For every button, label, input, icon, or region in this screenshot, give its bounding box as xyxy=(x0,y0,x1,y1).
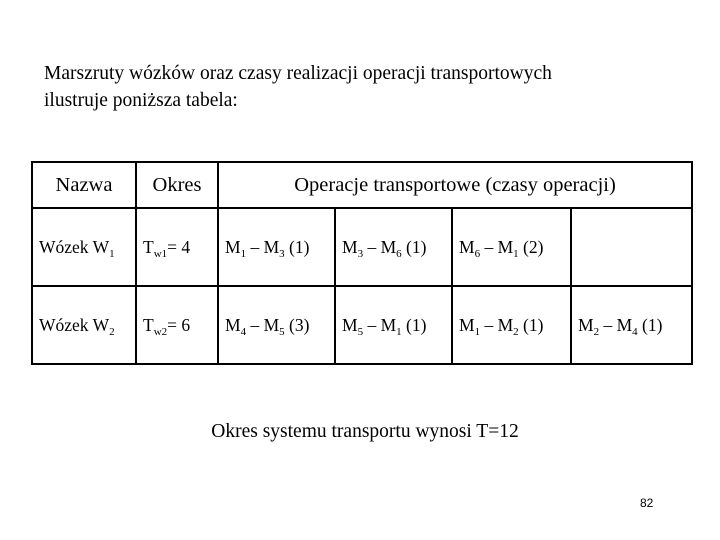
table-row xyxy=(32,208,692,286)
operation-text: (1) xyxy=(518,314,544,335)
operation-text: (1) xyxy=(401,314,427,335)
operation-text: – M xyxy=(363,314,397,335)
index-subscript: 1 xyxy=(474,325,481,338)
cell-operation xyxy=(335,286,452,364)
operation-text: – M xyxy=(480,314,514,335)
intro-line-2: ilustruje poniższa tabela: xyxy=(44,90,238,111)
cell-period: $T_{w1}= 4$ xyxy=(136,208,218,286)
index-subscript: 5 xyxy=(357,325,364,338)
operation-text: M xyxy=(225,236,241,257)
operation-text: M xyxy=(342,236,358,257)
cell-name: Wózek $W_2$ xyxy=(32,286,136,364)
index-subscript: 2 xyxy=(593,325,600,338)
cell-operation xyxy=(335,208,452,286)
header-name: Nazwa xyxy=(32,162,136,208)
operation-text: (3) xyxy=(284,314,310,335)
cell-operation xyxy=(218,208,335,286)
intro-line-1: Marszruty wózków oraz czasy realizacji operacji transportowych xyxy=(44,63,552,84)
operation-text: M xyxy=(578,314,594,335)
index-subscript: 2 xyxy=(513,325,519,338)
operation-text: – M xyxy=(480,236,514,257)
operation-text: – M xyxy=(246,236,280,257)
operation-text: M xyxy=(225,314,241,335)
cell-operation xyxy=(218,286,335,364)
operation-text: (1) xyxy=(401,236,427,257)
cell-operation xyxy=(452,208,571,286)
index-subscript: 4 xyxy=(632,325,638,338)
index-subscript: 5 xyxy=(279,325,285,338)
operation-text: – M xyxy=(246,314,280,335)
index-subscript: 1 xyxy=(396,325,402,338)
page-number: 82 xyxy=(640,496,654,510)
operation-text: – M xyxy=(599,314,633,335)
index-subscript: 3 xyxy=(357,247,364,260)
cell-operation xyxy=(571,208,692,286)
operation-text: (1) xyxy=(284,236,310,257)
table-header-row xyxy=(32,162,692,208)
intro-paragraph xyxy=(44,60,694,114)
index-subscript: 1 xyxy=(240,247,247,260)
operation-text: M xyxy=(459,314,475,335)
summary-text: Okres systemu transportu wynosi T=12 xyxy=(211,421,519,442)
cell-name: Wózek $W_1$ xyxy=(32,208,136,286)
operation-text: (2) xyxy=(518,236,544,257)
index-subscript: 6 xyxy=(396,247,402,260)
operation-text: M xyxy=(342,314,358,335)
routes-table xyxy=(31,161,693,365)
header-operations: Operacje transportowe (czasy operacji) xyxy=(218,162,692,208)
operation-text: (1) xyxy=(637,314,663,335)
cell-period: $T_{w2}= 6$ xyxy=(136,286,218,364)
index-subscript: 4 xyxy=(240,325,247,338)
table-row xyxy=(32,286,692,364)
index-subscript: 3 xyxy=(279,247,285,260)
index-subscript: 6 xyxy=(474,247,481,260)
header-period: Okres xyxy=(136,162,218,208)
operation-text: – M xyxy=(363,236,397,257)
index-subscript: 1 xyxy=(513,247,519,260)
cell-operation xyxy=(571,286,692,364)
operation-text: M xyxy=(459,236,475,257)
cell-operation xyxy=(452,286,571,364)
